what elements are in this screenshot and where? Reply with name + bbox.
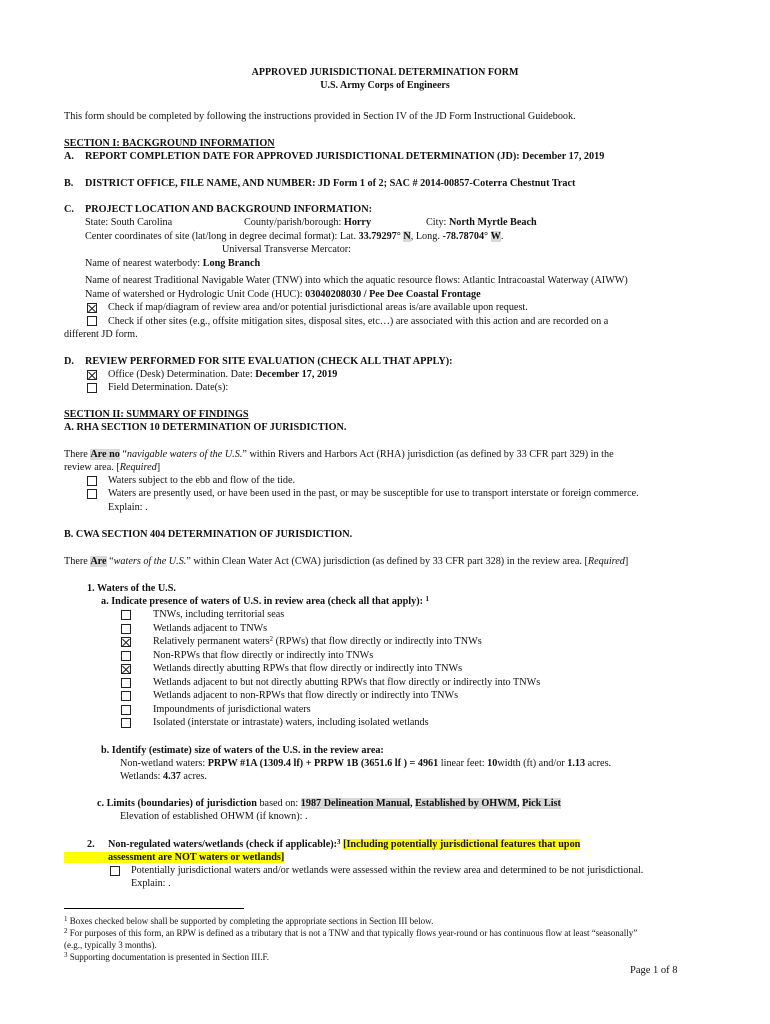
lat-dir: N [403,231,411,242]
nonwetland-value: PRPW #1A (1309.4 lf) + PRPW 1B (3651.6 lf ) = 4961 [207,758,439,769]
section1-heading: SECTION I: BACKGROUND INFORMATION [64,138,275,149]
cwa-statement: There Are “waters of the U.S.” within Clean Water Act (CWA) jurisdiction (as defined by 33 CFR part 328) in the review area. [Required] [64,556,629,567]
nonregulated-note: [Including potentially jurisdictional features that upon [343,839,581,850]
presence-heading: a. Indicate presence of waters of U.S. in review area (check all that apply): $^1$ [101,595,430,607]
county-field: County/parish/borough: Horry [244,217,372,228]
water-type-label: Wetlands adjacent to TNWs [153,622,268,634]
water-type-checkbox[interactable] [121,624,131,634]
city-value: North Myrtle Beach [448,217,537,228]
water-type-checkbox[interactable] [121,705,131,715]
limit-pick-list[interactable]: Pick List [522,798,561,809]
rha-selection[interactable]: Are no [90,449,120,460]
cwa-heading: B. CWA SECTION 404 DETERMINATION OF JURISDICTION. [64,529,353,540]
project-location-heading: PROJECT LOCATION AND BACKGROUND INFORMATION: [85,204,372,215]
commerce-checkbox[interactable] [87,489,97,499]
county-value: Horry [343,217,372,228]
water-type-label: Wetlands directly abutting RPWs that flow directly or indirectly into TNWs [153,663,463,674]
rha-explain: Explain: . [108,502,148,513]
district-office-line: DISTRICT OFFICE, FILE NAME, AND NUMBER: JD Form 1 of 2; SAC # 2014-00857-Coterra Chestnut Tract [85,178,576,189]
other-sites-label-cont: different JD form. [64,329,138,340]
water-type-checkbox[interactable] [121,718,131,728]
water-type-label: Impoundments of jurisdictional waters [153,703,311,715]
section1-a-letter: A. [64,151,74,162]
other-sites-label: Check if other sites (e.g., offsite mitigation sites, disposal sites, etc…) are associated with this action and are recorded on a [108,316,609,327]
nonregulated-number: 2. [87,839,95,850]
map-check-label: Check if map/diagram of review area and/or potential jurisdictional areas is/are available upon request. [108,302,528,313]
page-number: Page 1 of 8 [630,965,678,976]
section1-d-letter: D. [64,356,74,367]
rha-heading: A. RHA SECTION 10 DETERMINATION OF JURISDICTION. [64,422,347,433]
water-type-label: Non-RPWs that flow directly or indirectly into TNWs [153,649,374,661]
map-checkbox[interactable] [87,303,97,313]
section1-c-letter: C. [64,204,74,215]
other-sites-checkbox[interactable] [87,316,97,326]
size-heading: b. Identify (estimate) size of waters of the U.S. in the review area: [101,745,384,756]
limit-ohwm[interactable]: Established by OHWM [415,798,518,809]
footnote: (e.g., typically 3 months). [64,940,157,950]
footnote: $^3$ Supporting documentation is presented in Section III.F. [64,951,269,962]
footnote-divider [64,908,244,909]
nonjurisdictional-label: Potentially jurisdictional waters and/or wetlands were assessed within the review area and determined to be not jurisdictional. [131,865,644,876]
waterbody-field: Name of nearest waterbody: Long Branch [85,258,261,269]
nonregulated-heading: Non-regulated waters/wetlands (check if applicable):$^3$ [Including potentially jurisdictional features that upon [108,838,581,850]
wetlands-value: 4.37 [163,771,181,782]
waters-of-us-heading: 1. Waters of the U.S. [87,583,176,594]
office-determination-checkbox[interactable] [87,370,97,380]
report-date-line: REPORT COMPLETION DATE FOR APPROVED JURISDICTIONAL DETERMINATION (JD): December 17, 2019 [85,151,605,162]
form-title: APPROVED JURISDICTIONAL DETERMINATION FORM [251,67,519,78]
water-type-label: TNWs, including territorial seas [153,609,285,620]
utm-field: Universal Transverse Mercator: [222,244,352,255]
long-dir: W [490,231,501,242]
city-field: City: North Myrtle Beach [426,217,537,228]
form-subtitle: U.S. Army Corps of Engineers [320,80,450,91]
cwa-selection[interactable]: Are [90,556,107,567]
water-type-label: Relatively permanent waters$^2$ (RPWs) that flow directly or indirectly into TNWs [153,635,482,647]
water-type-checkbox[interactable] [121,691,131,701]
section2-heading: SECTION II: SUMMARY OF FINDINGS [64,409,249,420]
coordinates-line: Center coordinates of site (lat/long in degree decimal format): Lat. 33.79297° N, Long. -78.78704° W. [85,231,504,242]
huc-field: Name of watershed or Hydrologic Unit Code (HUC): 03040208030 / Pee Dee Coastal Frontage [85,289,481,300]
long-value: -78.78704° [442,231,489,242]
nonregulated-note-cont: assessment are NOT waters or wetlands] [64,851,284,864]
wetlands-size: Wetlands: 4.37 acres. [120,771,207,782]
limit-1987-manual[interactable]: 1987 Delineation Manual [300,798,411,809]
water-type-checkbox[interactable] [121,610,131,620]
field-determination-label: Field Determination. Date(s): [108,382,229,393]
lat-value: 33.79297° [358,231,401,242]
limits-line: c. Limits (boundaries) of jurisdiction based on: 1987 Delineation Manual, Established by OHWM, Pick List [97,798,561,809]
commerce-label: Waters are presently used, or have been used in the past, or may be susceptible for use to transport interstate or foreign commerce. [108,488,639,499]
water-type-checkbox[interactable] [121,651,131,661]
field-determination-checkbox[interactable] [87,383,97,393]
water-type-checkbox[interactable] [121,637,131,647]
water-type-label: Isolated (interstate or intrastate) waters, including isolated wetlands [153,717,429,728]
water-type-checkbox[interactable] [121,678,131,688]
water-type-label: Wetlands adjacent to non-RPWs that flow directly or indirectly into TNWs [153,690,459,701]
section1-b-letter: B. [64,178,74,189]
state-field: State: South Carolina [85,217,173,228]
tnw-field: Name of nearest Traditional Navigable Water (TNW) into which the aquatic resource flows: Atlantic Intracoastal Waterway (AIWW) [85,275,628,286]
review-performed-heading: REVIEW PERFORMED FOR SITE EVALUATION (CHECK ALL THAT APPLY): [85,356,453,367]
footnote: $^1$ Boxes checked below shall be supported by completing the appropriate sections in Section III below. [64,915,434,926]
ohwm-elevation: Elevation of established OHWM (if known): . [120,811,308,822]
tidal-label: Waters subject to the ebb and flow of the tide. [108,475,296,486]
rha-statement-cont: review area. [Required] [64,462,161,473]
footnote: $^2$ For purposes of this form, an RPW is defined as a tributary that is not a TNW and that typically flows year-round or has continuous flow at least “seasonally” [64,927,638,938]
nonwetland-waters: Non-wetland waters: PRPW #1A (1309.4 lf) + PRPW 1B (3651.6 lf ) = 4961 linear feet: 10width (ft) and/or 1.13 acres. [120,758,612,769]
office-date: December 17, 2019 [255,369,338,380]
huc-value: 03040208030 / Pee Dee Coastal Frontage [305,289,481,300]
nonjurisdictional-checkbox[interactable] [110,866,120,876]
intro-text: This form should be completed by following the instructions provided in Section IV of the JD Form Instructional Guidebook. [64,111,576,122]
office-determination-label: Office (Desk) Determination. Date: December 17, 2019 [108,369,338,380]
nonjurisdictional-explain: Explain: . [131,878,171,889]
rha-statement: There Are no “navigable waters of the U.S.” within Rivers and Harbors Act (RHA) jurisdiction (as defined by 33 CFR part 329) in the [64,449,614,460]
tidal-checkbox[interactable] [87,476,97,486]
waterbody-value: Long Branch [202,258,261,269]
water-type-checkbox[interactable] [121,664,131,674]
water-type-label: Wetlands adjacent to but not directly abutting RPWs that flow directly or indirectly into TNWs [153,676,541,688]
